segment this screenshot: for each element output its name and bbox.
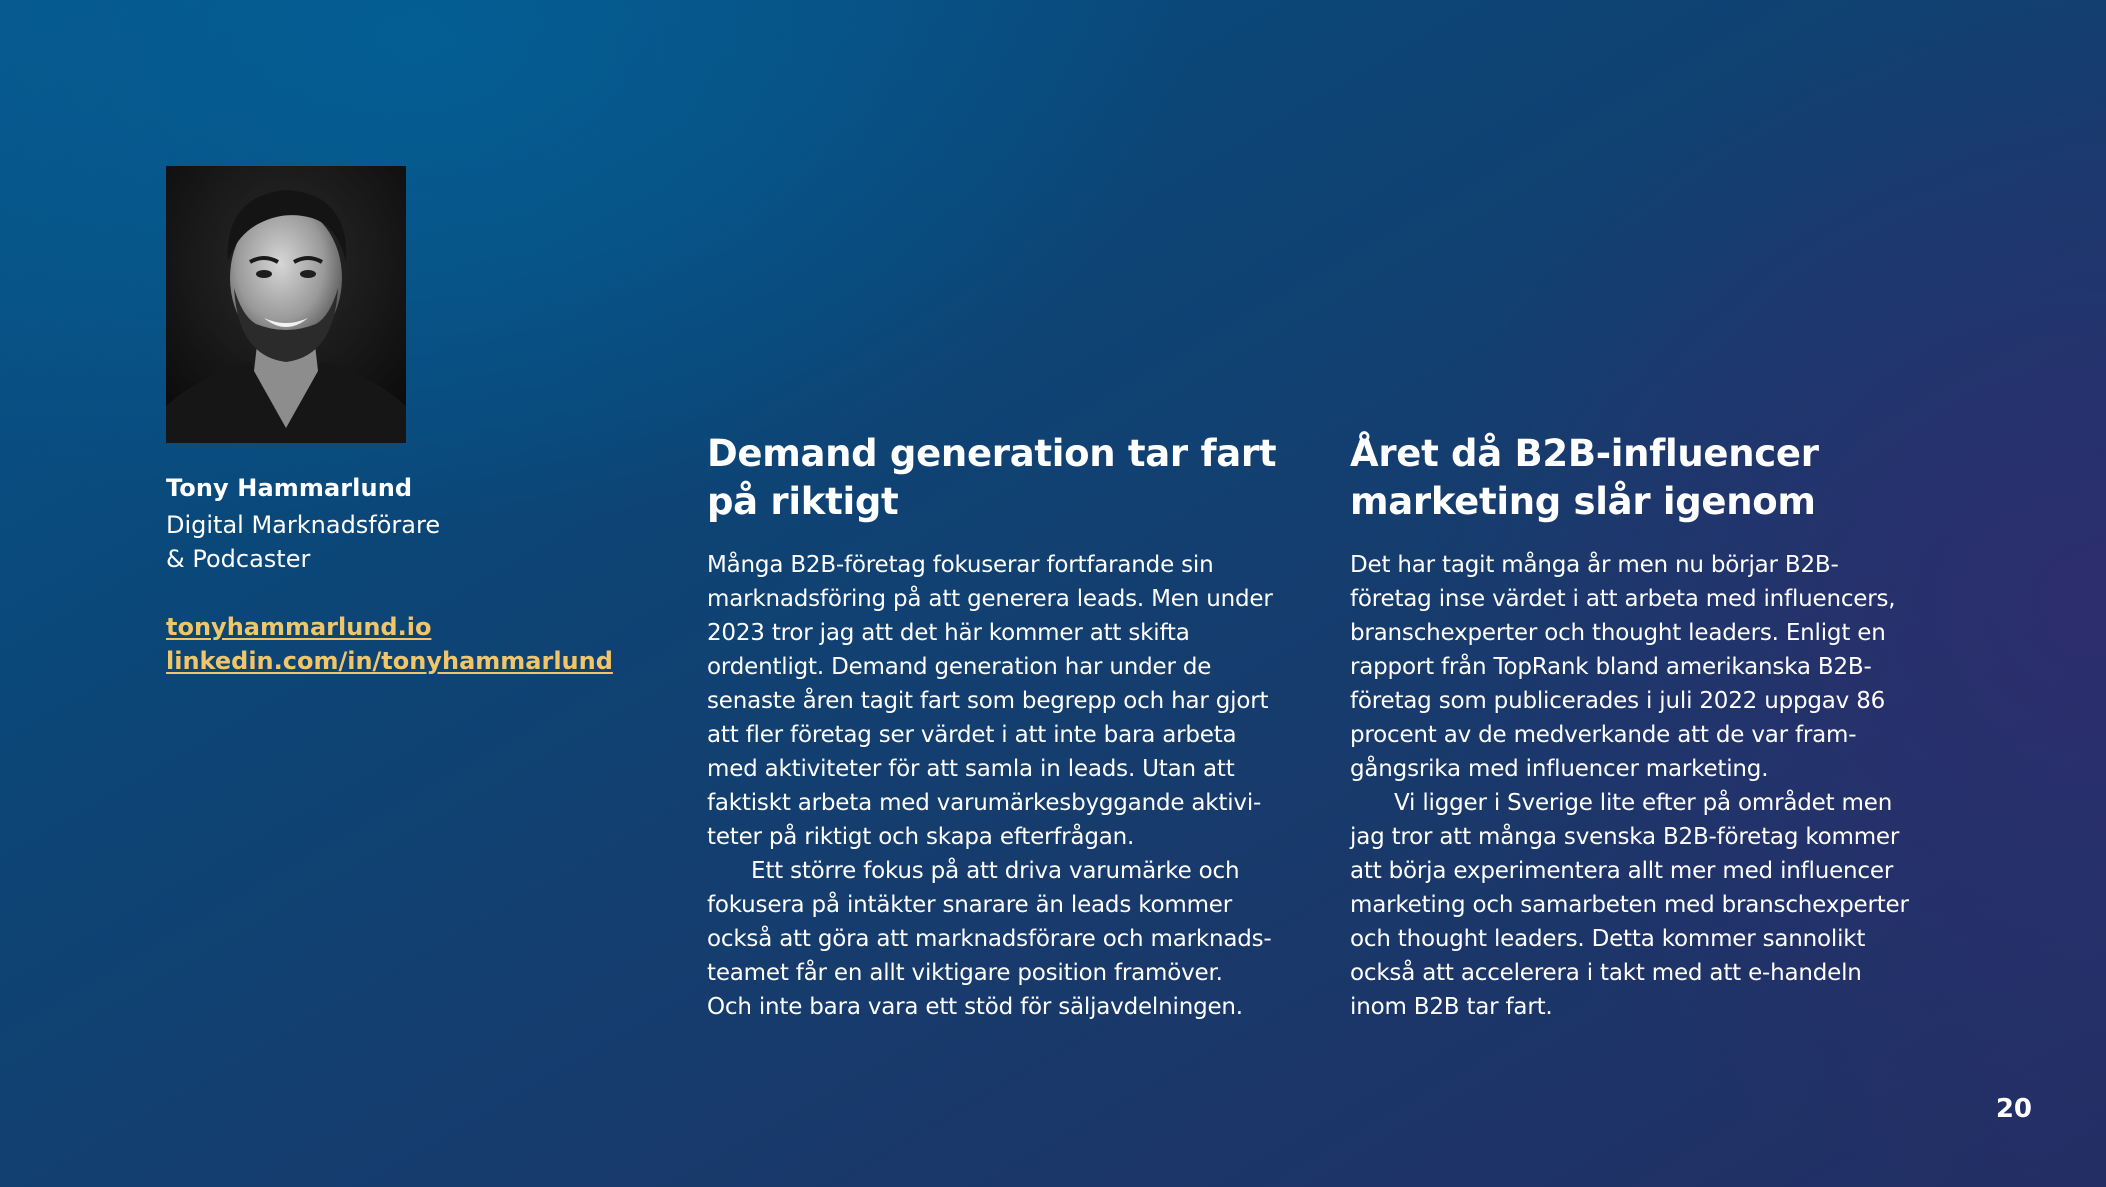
body-line: Vi ligger i Sverige lite efter på området men	[1394, 790, 1893, 816]
article-b2b-influencer	[1350, 430, 1960, 1024]
body-line: rapport från TopRank bland amerikanska B2B-	[1350, 654, 1872, 680]
body-line: med aktiviteter för att samla in leads. Utan att	[707, 756, 1235, 782]
article-title	[1350, 430, 1960, 526]
body-line: gångsrika med influencer marketing.	[1350, 756, 1769, 782]
article-title-line: Demand generation tar fart	[707, 432, 1277, 475]
author-role-line: & Podcaster	[166, 545, 311, 573]
body-line: och thought leaders. Detta kommer sannolikt	[1350, 926, 1866, 952]
article-body	[1350, 548, 1960, 1024]
body-line: 2023 tror jag att det här kommer att skifta	[707, 620, 1190, 646]
author-photo	[166, 166, 406, 443]
body-line: branschexperter och thought leaders. Enligt en	[1350, 620, 1886, 646]
body-line: senaste åren tagit fart som begrepp och har gjort	[707, 688, 1269, 714]
body-line: inom B2B tar fart.	[1350, 994, 1553, 1020]
author-role	[166, 508, 440, 576]
body-line: att börja experimentera allt mer med influencer	[1350, 858, 1894, 884]
author-links	[166, 610, 613, 678]
body-line: faktiskt arbeta med varumärkesbyggande aktivi-	[707, 790, 1262, 816]
article-title-line: på riktigt	[707, 480, 899, 523]
body-line: att fler företag ser värdet i att inte bara arbeta	[707, 722, 1237, 748]
body-line: fokusera på intäkter snarare än leads kommer	[707, 892, 1233, 918]
body-line: företag som publicerades i juli 2022 uppgav 86	[1350, 688, 1886, 714]
body-line: företag inse värdet i att arbeta med influencers,	[1350, 586, 1896, 612]
body-line: Många B2B-företag fokuserar fortfarande sin	[707, 552, 1214, 578]
article-title	[707, 430, 1317, 526]
body-line: ordentligt. Demand generation har under de	[707, 654, 1212, 680]
body-line: teter på riktigt och skapa efterfrågan.	[707, 824, 1135, 850]
body-line: marknadsföring på att generera leads. Men under	[707, 586, 1273, 612]
body-line: Det har tagit många år men nu börjar B2B-	[1350, 552, 1839, 578]
article-demand-generation	[707, 430, 1317, 1024]
article-title-line: Året då B2B-influencer	[1350, 432, 1819, 475]
body-line: marketing och samarbeten med branschexperter	[1350, 892, 1909, 918]
author-name: Tony Hammarlund	[166, 474, 413, 502]
body-line: också att accelerera i takt med att e-handeln	[1350, 960, 1862, 986]
body-line: Ett större fokus på att driva varumärke och	[751, 858, 1240, 884]
body-line: också att göra att marknadsförare och marknads-	[707, 926, 1272, 952]
article-body	[707, 548, 1317, 1024]
body-line: teamet får en allt viktigare position framöver.	[707, 960, 1223, 986]
page-number: 20	[1995, 1094, 2032, 1124]
author-portrait	[166, 166, 406, 443]
body-line: jag tror att många svenska B2B-företag kommer	[1350, 824, 1900, 850]
article-title-line: marketing slår igenom	[1350, 480, 1816, 523]
linkedin-link[interactable]: linkedin.com/in/tonyhammarlund	[166, 647, 613, 675]
author-role-line: Digital Marknadsförare	[166, 511, 441, 539]
body-line: procent av de medverkande att de var fram-	[1350, 722, 1857, 748]
body-line: Och inte bara vara ett stöd för säljavdelningen.	[707, 994, 1243, 1020]
website-link[interactable]: tonyhammarlund.io	[166, 613, 432, 641]
